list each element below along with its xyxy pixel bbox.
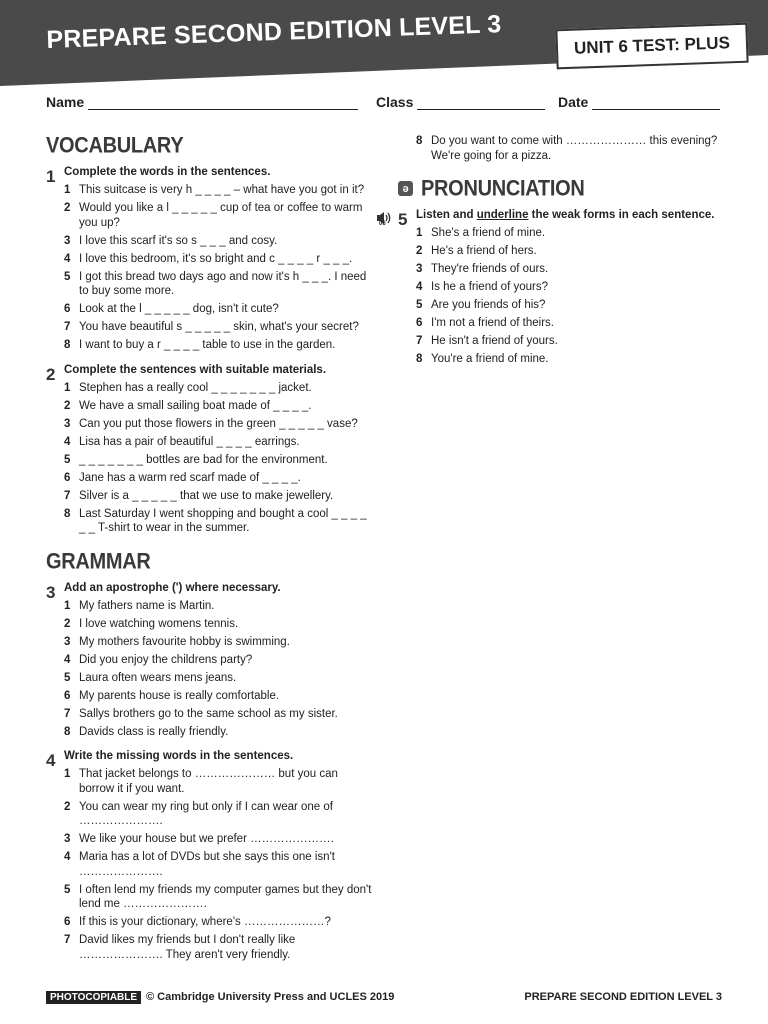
audio-track-number: 06 bbox=[379, 221, 386, 227]
class-line[interactable] bbox=[417, 96, 545, 110]
item-number: 4 bbox=[64, 851, 71, 863]
item-number: 6 bbox=[64, 689, 71, 702]
item-text: I want to buy a r _ _ _ _ table to use in the garden. bbox=[79, 339, 336, 351]
instruction-part: the weak forms in each sentence. bbox=[528, 209, 715, 221]
item-text: Maria has a lot of DVDs but she says this one isn't …………………. bbox=[79, 851, 335, 878]
exercise-item bbox=[416, 352, 728, 367]
page-title: PREPARE SECOND EDITION LEVEL 3 bbox=[46, 10, 502, 54]
exercise-item bbox=[416, 334, 728, 349]
exercise-instruction: Add an apostrophe (') where necessary. bbox=[64, 581, 281, 594]
item-list bbox=[416, 226, 728, 367]
item-number: 1 bbox=[64, 381, 71, 394]
footer-level: PREPARE SECOND EDITION LEVEL 3 bbox=[524, 991, 722, 1003]
exercise-instruction: Write the missing words in the sentences. bbox=[64, 750, 294, 762]
exercise-item bbox=[416, 316, 728, 331]
item-text: Look at the l _ _ _ _ _ dog, isn't it cute? bbox=[79, 303, 279, 315]
item-text: Jane has a warm red scarf made of _ _ _ _. bbox=[79, 471, 301, 484]
exercise-item bbox=[64, 399, 376, 414]
item-number: 1 bbox=[64, 768, 71, 780]
item-number: 1 bbox=[64, 184, 71, 196]
exercise-4 bbox=[46, 747, 376, 962]
exercise-item bbox=[64, 671, 376, 686]
exercise-item bbox=[64, 653, 376, 668]
exercise-item bbox=[64, 381, 376, 396]
exercise-item bbox=[64, 435, 376, 450]
exercise-number: 3 bbox=[46, 582, 56, 602]
item-text: They're friends of ours. bbox=[431, 263, 549, 275]
item-text: Laura often wears mens jeans. bbox=[79, 671, 237, 684]
student-info-row bbox=[46, 94, 726, 114]
exercise-item bbox=[64, 689, 376, 704]
item-list bbox=[64, 599, 376, 740]
item-text: We have a small sailing boat made of _ _ _ _. bbox=[79, 399, 312, 412]
item-number: 1 bbox=[416, 227, 423, 239]
exercise-item bbox=[416, 298, 728, 313]
item-number: 8 bbox=[64, 339, 71, 351]
item-text: I often lend my friends my computer games but they don't lend me …………………. bbox=[79, 883, 372, 910]
item-number: 2 bbox=[64, 202, 71, 214]
vocabulary-heading: VOCABULARY bbox=[46, 134, 184, 159]
exercise-item bbox=[64, 599, 376, 614]
item-number: 5 bbox=[416, 299, 423, 311]
item-text: We like your house but we prefer …………………. bbox=[79, 833, 334, 845]
item-text: If this is your dictionary, where's …………………? bbox=[79, 916, 331, 928]
item-number: 3 bbox=[64, 833, 71, 845]
exercise-item bbox=[64, 883, 376, 912]
item-number: 3 bbox=[64, 234, 71, 247]
exercise-item bbox=[64, 201, 376, 230]
exercise-item bbox=[64, 183, 376, 198]
left-column bbox=[46, 134, 376, 970]
exercise-item bbox=[416, 134, 728, 163]
item-text: I love this scarf it's so s _ _ _ and cosy. bbox=[79, 234, 278, 247]
item-list bbox=[64, 183, 376, 353]
name-field[interactable] bbox=[46, 94, 358, 110]
exercise-item bbox=[64, 270, 376, 299]
item-text: This suitcase is very h _ _ _ _ – what have you got in it? bbox=[79, 184, 365, 196]
item-number: 6 bbox=[64, 916, 71, 928]
item-text: He's a friend of hers. bbox=[431, 245, 537, 257]
pronunciation-header bbox=[398, 177, 728, 200]
exercise-item bbox=[416, 280, 728, 295]
grammar-heading: GRAMMAR bbox=[46, 549, 151, 574]
item-number: 7 bbox=[64, 934, 71, 946]
item-text: You can wear my ring but only if I can wear one of …………………. bbox=[79, 800, 333, 827]
item-number: 5 bbox=[64, 270, 71, 283]
exercise-item bbox=[416, 244, 728, 259]
exercise-2 bbox=[46, 361, 376, 536]
item-text: Is he a friend of yours? bbox=[431, 281, 548, 293]
class-field[interactable] bbox=[376, 94, 545, 110]
exercise-item bbox=[64, 234, 376, 249]
exercise-3 bbox=[46, 579, 376, 740]
item-text: Lisa has a pair of beautiful _ _ _ _ earrings. bbox=[79, 435, 300, 448]
exercise-item bbox=[64, 338, 376, 353]
exercise-5 bbox=[379, 206, 728, 367]
item-number: 4 bbox=[64, 653, 71, 666]
item-text: Would you like a l _ _ _ _ _ cup of tea or coffee to warm you up? bbox=[79, 202, 363, 229]
exercise-item bbox=[416, 262, 728, 277]
item-number: 3 bbox=[64, 417, 71, 430]
item-text: You're a friend of mine. bbox=[431, 353, 549, 365]
exercise-instruction: Complete the words in the sentences. bbox=[64, 166, 271, 178]
item-number: 2 bbox=[64, 399, 71, 412]
item-text: Sallys brothers go to the same school as my sister. bbox=[79, 707, 338, 720]
exercise-1 bbox=[46, 163, 376, 353]
item-text: _ _ _ _ _ _ _ bottles are bad for the environment. bbox=[79, 453, 328, 466]
exercise-4-continued bbox=[398, 134, 728, 163]
exercise-item bbox=[64, 417, 376, 432]
exercise-instruction bbox=[416, 206, 728, 223]
exercise-number: 1 bbox=[46, 167, 56, 186]
item-text: I'm not a friend of theirs. bbox=[431, 317, 555, 329]
exercise-instruction: Complete the sentences with suitable materials. bbox=[64, 363, 327, 376]
pronunciation-heading: PRONUNCIATION bbox=[421, 177, 585, 202]
item-number: 7 bbox=[64, 707, 71, 720]
exercise-item bbox=[64, 725, 376, 740]
item-number: 4 bbox=[64, 252, 71, 265]
exercise-item bbox=[64, 635, 376, 650]
item-text: That jacket belongs to ………………… but you can borrow it if you want. bbox=[79, 768, 338, 795]
item-number: 8 bbox=[416, 135, 423, 147]
instruction-part: Listen and bbox=[416, 209, 477, 221]
item-number: 2 bbox=[64, 617, 71, 630]
item-number: 8 bbox=[64, 507, 71, 520]
exercise-item bbox=[64, 320, 376, 335]
exercise-item bbox=[64, 252, 376, 267]
item-text: I love watching womens tennis. bbox=[79, 617, 239, 630]
item-number: 3 bbox=[416, 263, 423, 275]
copyright-text: © Cambridge University Press and UCLES 2019 bbox=[146, 991, 395, 1003]
item-list bbox=[64, 381, 376, 536]
footer bbox=[46, 990, 722, 1006]
item-text: David likes my friends but I don't really like …………………. They aren't very friendly. bbox=[79, 934, 296, 961]
exercise-item bbox=[64, 767, 376, 796]
item-list bbox=[64, 767, 376, 962]
instruction-underline-word: underline bbox=[476, 209, 529, 221]
item-number: 2 bbox=[64, 800, 71, 813]
item-number: 3 bbox=[64, 635, 71, 648]
date-field[interactable] bbox=[558, 94, 720, 110]
item-text: She's a friend of mine. bbox=[431, 227, 546, 239]
date-line[interactable] bbox=[592, 96, 720, 110]
exercise-item bbox=[64, 707, 376, 722]
exercise-item bbox=[64, 832, 376, 847]
item-number: 7 bbox=[416, 335, 423, 347]
item-text: My fathers name is Martin. bbox=[79, 599, 215, 612]
item-number: 6 bbox=[416, 317, 423, 329]
item-number: 5 bbox=[64, 671, 71, 684]
schwa-icon: ə bbox=[398, 181, 413, 196]
exercise-item bbox=[64, 489, 376, 504]
exercise-item bbox=[64, 850, 376, 879]
item-number: 5 bbox=[64, 453, 71, 466]
item-text: Are you friends of his? bbox=[431, 299, 546, 311]
item-number: 8 bbox=[64, 725, 71, 738]
exercise-item bbox=[64, 933, 376, 962]
item-number: 4 bbox=[64, 435, 71, 448]
right-column bbox=[379, 134, 728, 375]
exercise-item bbox=[416, 226, 728, 241]
item-text: Stephen has a really cool _ _ _ _ _ _ _ jacket. bbox=[79, 381, 312, 394]
exercise-item bbox=[64, 507, 376, 536]
name-line[interactable] bbox=[88, 96, 358, 110]
item-text: My mothers favourite hobby is swimming. bbox=[79, 635, 290, 648]
item-text: Do you want to come with ………………… this evening? We're going for a pizza. bbox=[431, 135, 718, 162]
item-text: Did you enjoy the childrens party? bbox=[79, 653, 253, 666]
class-label: Class bbox=[376, 94, 414, 110]
item-text: My parents house is really comfortable. bbox=[79, 689, 280, 702]
item-number: 2 bbox=[416, 245, 423, 257]
item-text: Can you put those flowers in the green _ _ _ _ _ vase? bbox=[79, 417, 358, 430]
exercise-number: 5 bbox=[398, 210, 408, 229]
item-text: He isn't a friend of yours. bbox=[431, 335, 558, 347]
date-label: Date bbox=[558, 94, 589, 110]
item-number: 6 bbox=[64, 303, 71, 315]
name-label: Name bbox=[46, 94, 85, 110]
item-text: Last Saturday I went shopping and bought a cool _ _ _ _ _ _ T-shirt to wear in the summer. bbox=[79, 507, 367, 534]
item-number: 8 bbox=[416, 353, 423, 365]
item-number: 4 bbox=[416, 281, 423, 293]
exercise-item bbox=[64, 302, 376, 317]
item-text: You have beautiful s _ _ _ _ _ skin, what's your secret? bbox=[79, 321, 359, 333]
item-text: I got this bread two days ago and now it's h _ _ _. I need to buy some more. bbox=[79, 270, 367, 297]
unit-label: UNIT 6 TEST: PLUS bbox=[555, 23, 748, 70]
exercise-item bbox=[64, 471, 376, 486]
item-text: Davids class is really friendly. bbox=[79, 725, 229, 738]
item-text: Silver is a _ _ _ _ _ that we use to make jewellery. bbox=[79, 489, 334, 502]
item-text: I love this bedroom, it's so bright and c _ _ _ _ r _ _ _. bbox=[79, 252, 353, 265]
item-number: 1 bbox=[64, 599, 71, 612]
item-list bbox=[416, 134, 728, 163]
item-number: 7 bbox=[64, 321, 71, 333]
photocopiable-badge: PHOTOCOPIABLE bbox=[46, 991, 141, 1004]
item-number: 7 bbox=[64, 489, 71, 502]
exercise-number: 4 bbox=[46, 751, 56, 770]
item-number: 5 bbox=[64, 883, 71, 896]
exercise-item bbox=[64, 915, 376, 930]
exercise-number: 2 bbox=[46, 364, 56, 384]
exercise-item bbox=[64, 617, 376, 632]
item-number: 6 bbox=[64, 471, 71, 484]
exercise-item bbox=[64, 453, 376, 468]
exercise-item bbox=[64, 800, 376, 829]
